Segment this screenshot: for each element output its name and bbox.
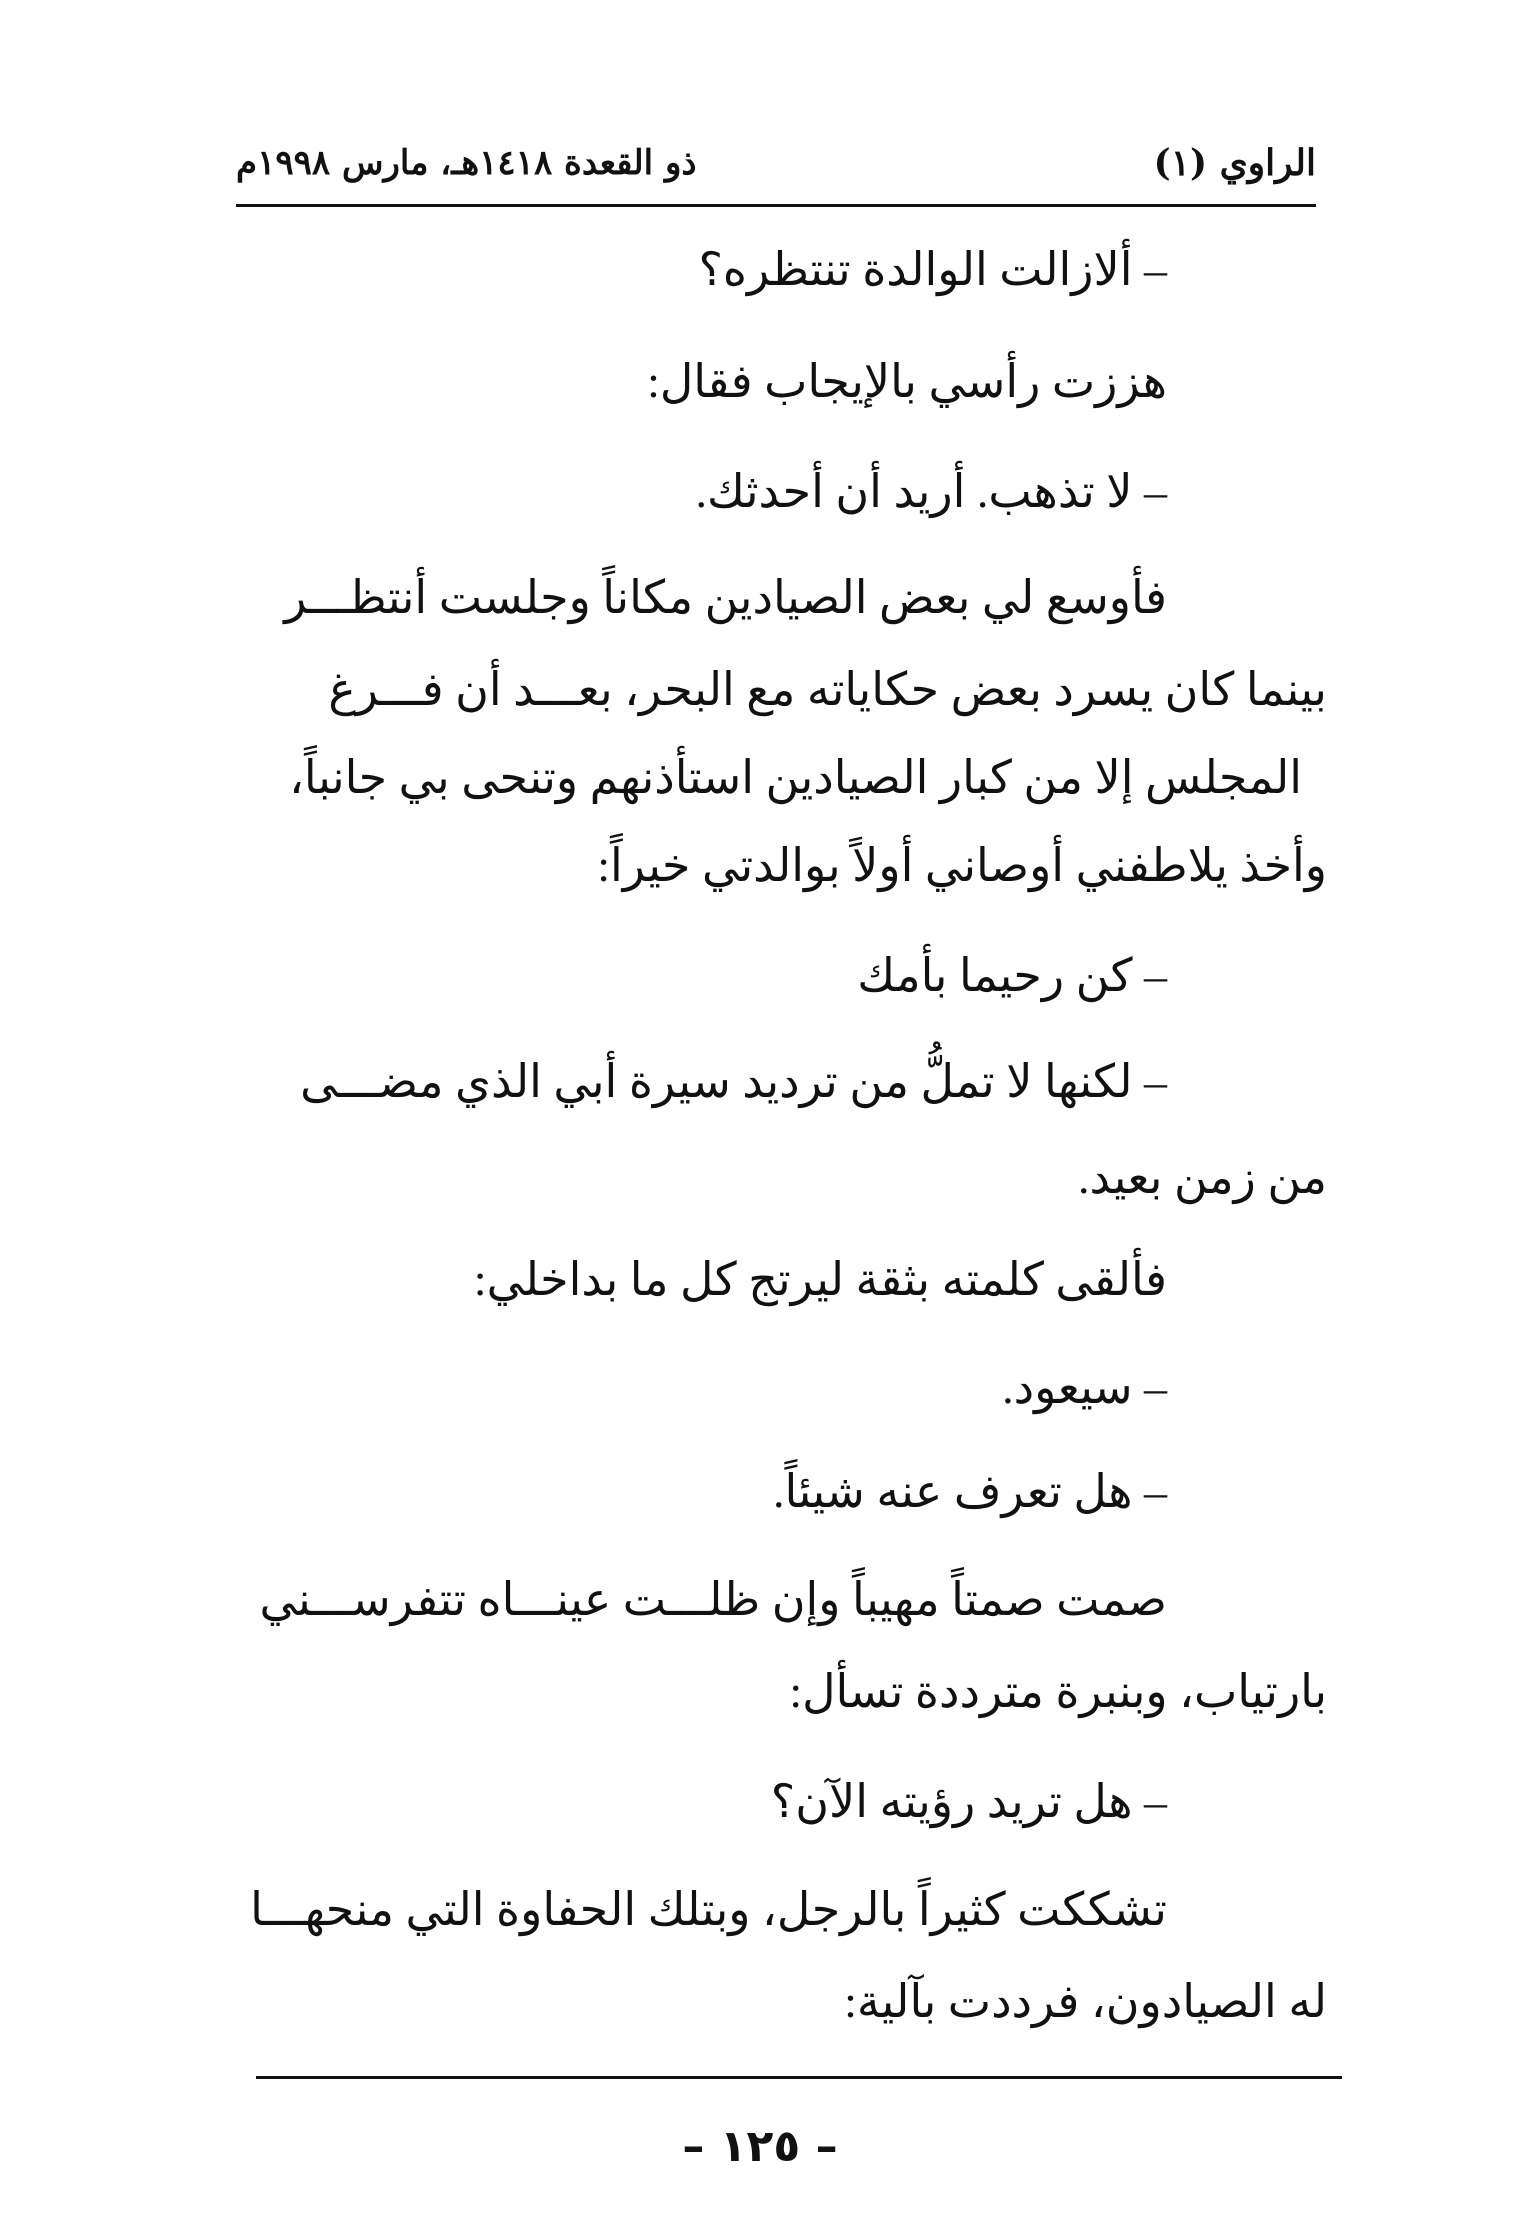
text-line: فألقى كلمته بثقة ليرتج كل ما بداخلي: — [473, 1254, 1167, 1305]
text-line: – لا تذهب. أريد أن أحدثك. — [695, 466, 1167, 517]
text-line: تشككت كثيراً بالرجل، وبتلك الحفاوة التي منحهـــا — [250, 1884, 1167, 1935]
text-line: وأخذ يلاطفني أوصاني أولاً بوالدتي خيراً: — [597, 840, 1327, 891]
text-line: – لكنها لا تملُّ من ترديد سيرة أبي الذي مضـــى — [300, 1056, 1167, 1107]
text-line: – هل تريد رؤيته الآن؟ — [770, 1776, 1167, 1827]
text-line: – هل تعرف عنه شيئاً. — [773, 1466, 1167, 1517]
text-line: بارتياب، وبنبرة مترددة تسأل: — [789, 1666, 1327, 1717]
text-line: هززت رأسي بالإيجاب فقال: — [647, 356, 1167, 407]
text-line: فأوسع لي بعض الصيادين مكاناً وجلست أنتظـــر — [284, 572, 1167, 623]
text-line: المجلس إلا من كبار الصيادين استأذنهم وتنحى بي جانباً، — [289, 752, 1302, 803]
issue-date-label: ذو القعدة ١٤١٨هـ، مارس ١٩٩٨م — [236, 143, 697, 183]
page-number: – ١٢٥ – — [682, 2121, 838, 2172]
text-line: من زمن بعيد. — [1077, 1152, 1327, 1203]
header-divider — [236, 204, 1316, 207]
text-line: صمت صمتاً مهيباً وإن ظلـــت عينـــاه تتفرســـني — [259, 1574, 1167, 1625]
journal-issue-label: الراوي (١) — [1153, 142, 1316, 184]
text-line: – كن رحيما بأمك — [857, 950, 1167, 1001]
text-line: – سيعود. — [1002, 1362, 1167, 1413]
text-line: – ألازالت الوالدة تنتظره؟ — [698, 244, 1167, 295]
running-header — [236, 132, 1316, 194]
text-line: له الصيادون، فرددت بآلية: — [844, 1976, 1327, 2027]
text-line: بينما كان يسرد بعض حكاياته مع البحر، بعـــد أن فـــرغ — [328, 664, 1327, 715]
footer-divider — [256, 2076, 1342, 2079]
